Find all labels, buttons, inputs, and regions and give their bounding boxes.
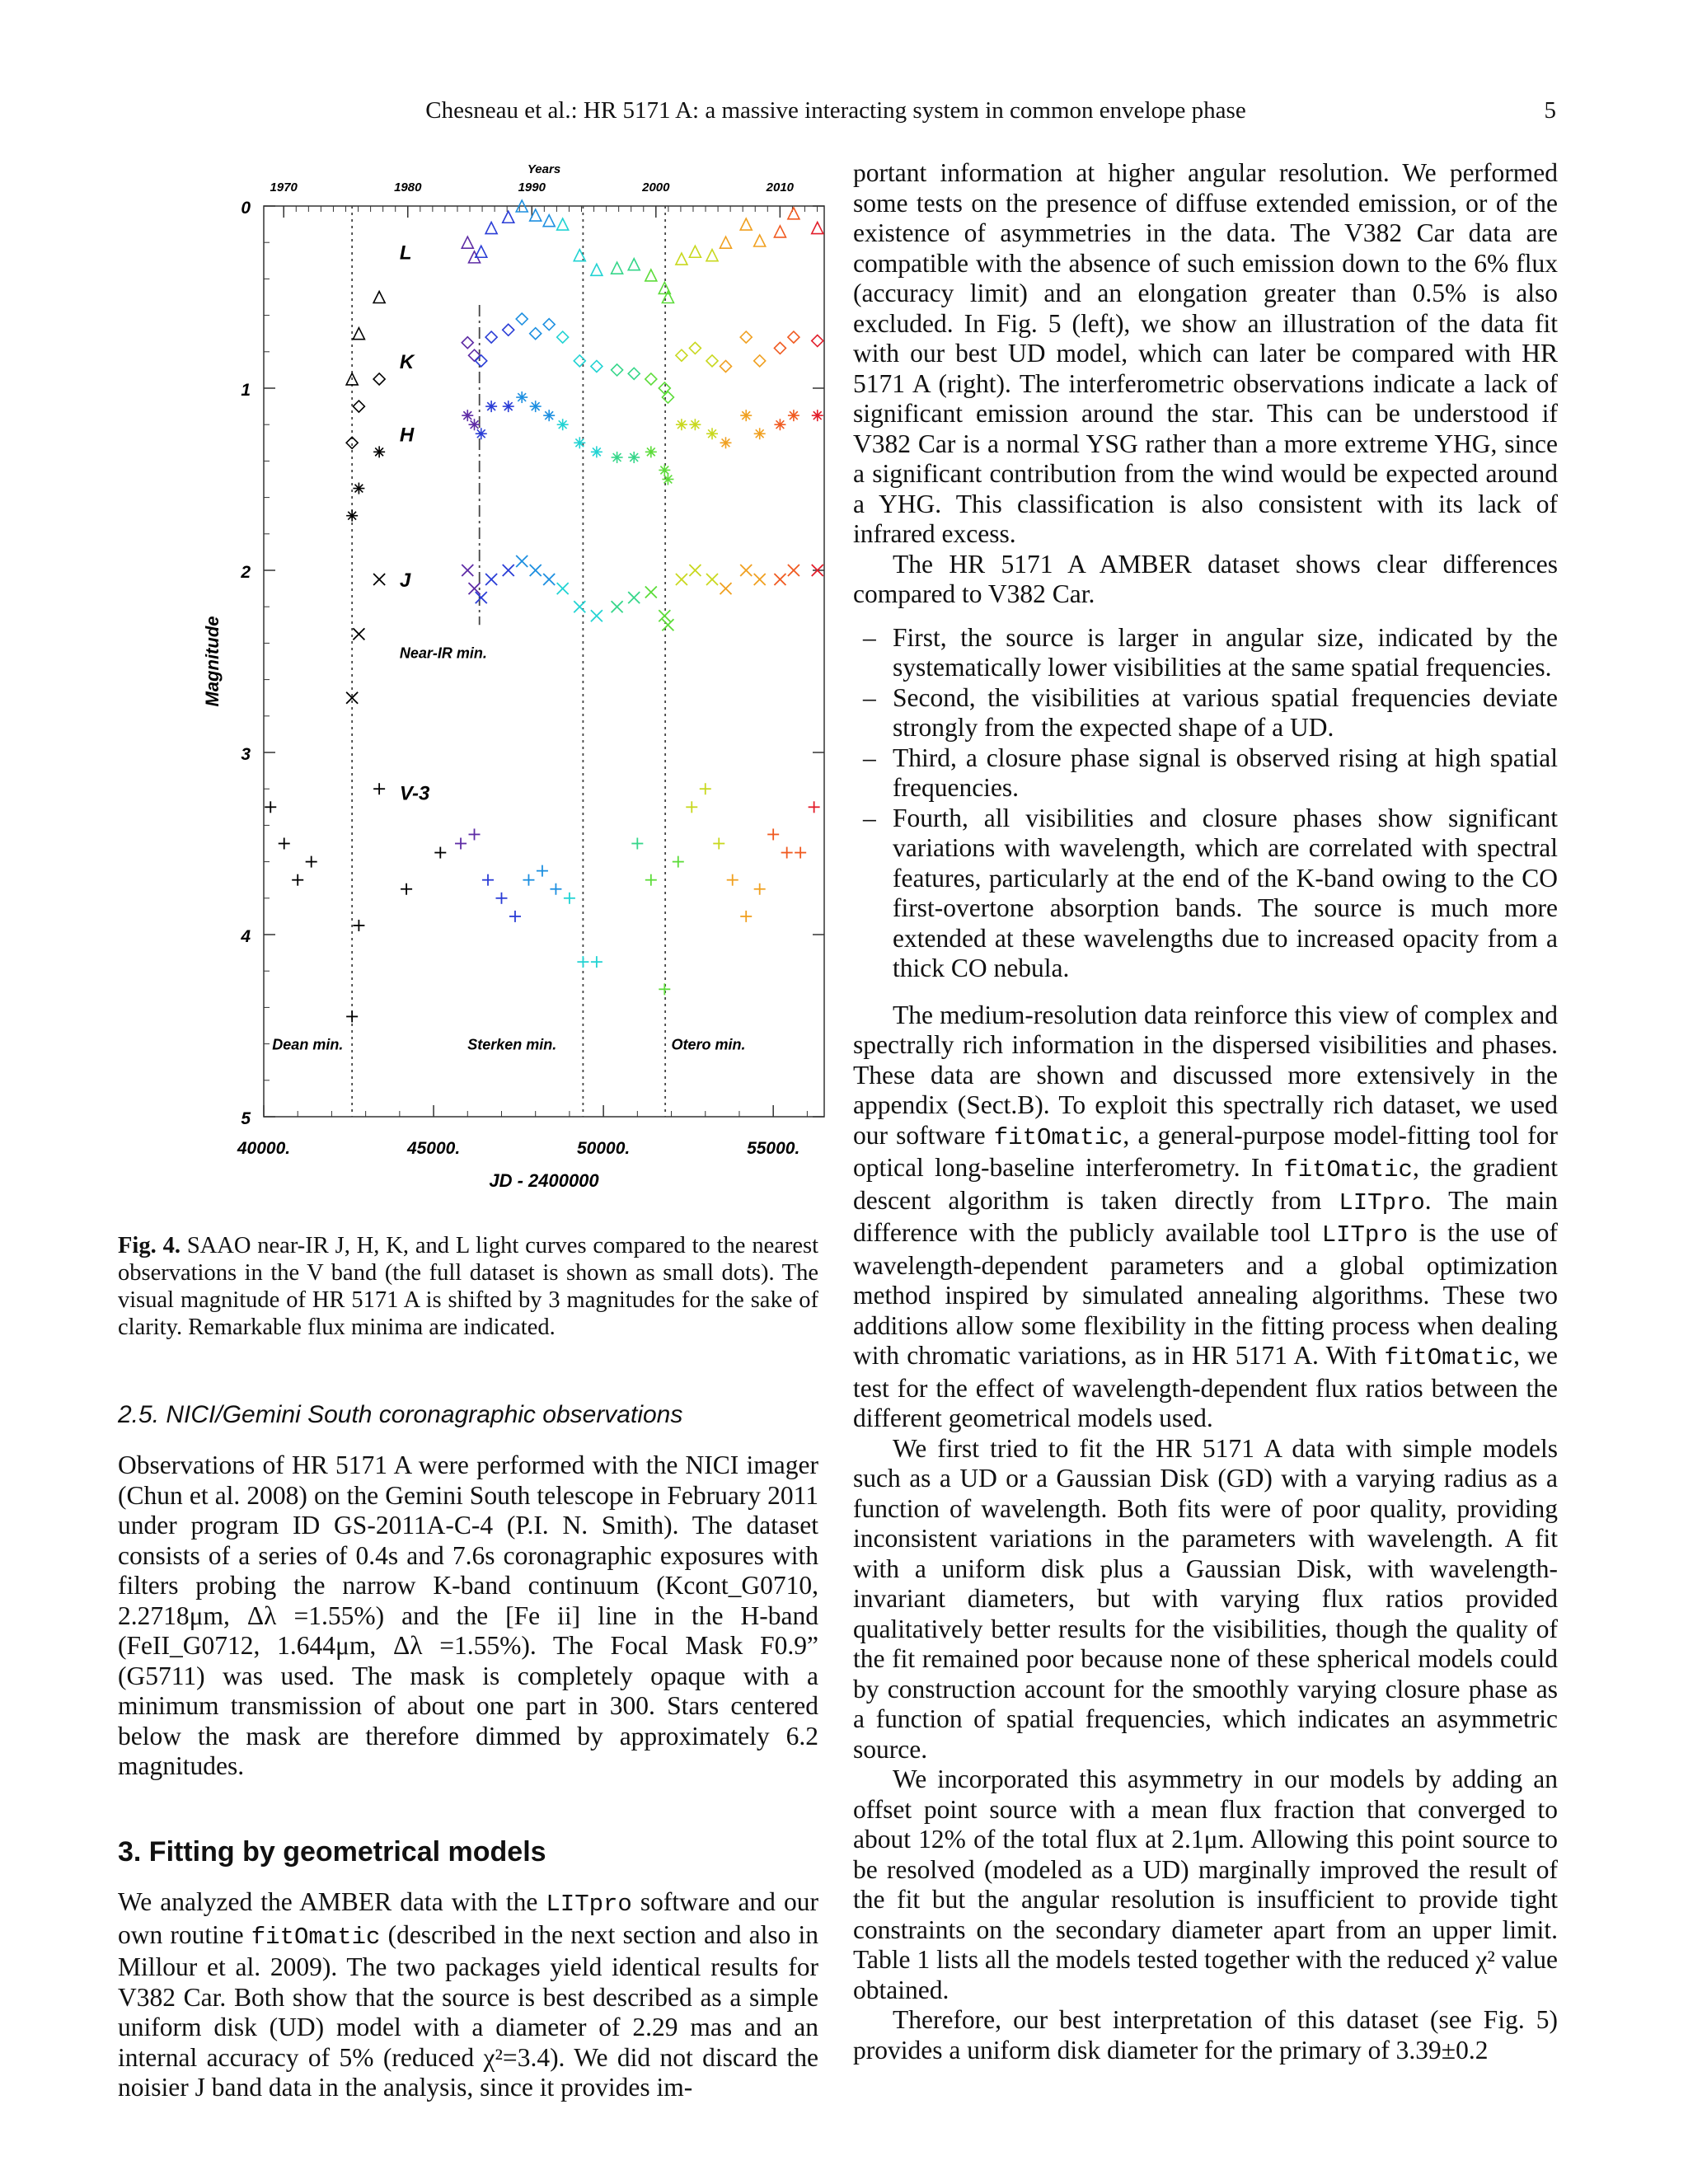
data-point	[612, 262, 623, 274]
right-paragraph-4: We first tried to fit the HR 5171 A data with simple models such as a UD or a Gaussian Disk (GD) with a varying radius as a function of wavelength. Both fits were of poor quality, providing inconsistent variations in the parameters with wavelength. A fit with a uniform disk plus a Gaussian Disk, with wavelength-invariant diameters, but with varying flux ratios provided qualitatively better results for the visibilities, though the quality of the fit remained poor because none of these spherical models could by construction account for the smoothly varying closure phase as a function of spatial frequencies, which indicates an asymmetric source.	[853, 1433, 1558, 1764]
data-point	[727, 874, 738, 886]
data-point	[557, 218, 569, 230]
code-litpro: LITpro	[546, 1891, 632, 1918]
fit-text-a: We analyzed the AMBER data with the	[118, 1887, 546, 1916]
data-point	[292, 874, 303, 886]
data-point	[543, 410, 555, 421]
data-point	[353, 401, 364, 412]
data-point	[774, 574, 785, 585]
data-point	[754, 883, 766, 895]
data-point	[720, 583, 731, 594]
data-point	[557, 419, 569, 430]
data-point	[462, 337, 473, 349]
y-tick-label: 5	[241, 1109, 251, 1128]
data-point	[591, 264, 603, 275]
series-label: L	[399, 241, 412, 265]
annotation-label: Near-IR min.	[399, 644, 487, 662]
data-point	[401, 883, 412, 895]
data-point	[788, 565, 799, 576]
data-point	[676, 574, 687, 585]
data-point	[353, 628, 364, 640]
data-point	[485, 574, 497, 585]
data-point	[591, 446, 603, 457]
data-point	[530, 401, 542, 412]
top-tick-label: 1980	[394, 180, 422, 194]
data-point	[740, 911, 752, 922]
data-point	[767, 828, 779, 840]
data-point	[659, 610, 670, 621]
code-fitomatic: fitOmatic	[251, 1923, 381, 1951]
data-point	[774, 226, 785, 237]
data-point	[673, 856, 684, 868]
nici-paragraph: Observations of HR 5171 A were performed with the NICI imager (Chun et al. 2008) on the Gemini South telescope in February 2011 under program ID GS-2011A-C-4 (P.I. N. Smith). The dataset consists of a series of 0.4s and 7.6s coronagraphic exposures with filters probing the narrow K-band continuum (Kcont_G0710, 2.2718μm, Δλ =1.55%) and the [Fe ii] line in the H-band (FeII_G0712, 1.644μm, Δλ =1.55%). The Focal Mask F0.9” (G5711) was used. The mask is completely opaque with a minimum transmission of about one part in 300. Stars centered below the mask are therefore dimmed by approximately 6.2 magnitudes.	[118, 1451, 818, 1780]
x-tick-label: 45000.	[406, 1139, 461, 1158]
data-point	[689, 565, 701, 576]
fitting-paragraph	[118, 1887, 818, 2103]
data-point	[689, 419, 701, 430]
data-point	[754, 428, 766, 439]
list-item: – Third, a closure phase signal is observed rising at high spatial frequencies.	[853, 743, 1558, 804]
data-point	[279, 838, 290, 850]
p3-text-f: , we test for the effect of wavelength-dependent flux ratios between the different geometrical models used.	[853, 1341, 1558, 1432]
data-point	[781, 847, 793, 859]
data-point	[516, 555, 528, 567]
data-point	[662, 292, 673, 303]
data-point	[537, 865, 548, 877]
data-point	[706, 250, 718, 261]
data-point	[455, 838, 467, 850]
data-point	[543, 574, 555, 585]
data-point	[557, 331, 569, 343]
data-point	[469, 583, 481, 594]
caption-text: SAAO near-IR J, H, K, and L light curves compared to the nearest observations in the V band (the full dataset is shown as small dots). The visual magnitude of HR 5171 A is shifted by 3 magnitudes for the sake of clarity. Remarkable flux minima are indicated.	[118, 1233, 819, 1340]
annotation-label: Otero min.	[671, 1036, 746, 1053]
p3-text-e: is the use of wavelength-dependent parameters and a global optimization method inspired by simulated annealing algorithms. These two additions allow some flexibility in the fitting process when dealing with chromatic variations, as in HR 5171 A. With	[853, 1218, 1558, 1370]
data-point	[306, 856, 317, 868]
data-point	[662, 619, 673, 630]
data-point	[720, 437, 731, 448]
running-title: Chesneau et al.: HR 5171 A: a massive interacting system in common envelope phase	[425, 97, 1246, 124]
data-point	[476, 592, 487, 603]
data-point	[689, 342, 701, 354]
list-item: – First, the source is larger in angular size, indicated by the systematically lower visibilities at the same spatial frequencies.	[853, 623, 1558, 683]
annotation-label: Sterken min.	[467, 1036, 557, 1053]
data-point	[591, 956, 603, 968]
data-point	[740, 410, 752, 421]
data-point	[812, 410, 823, 421]
top-tick-label: 2010	[766, 180, 795, 194]
data-point	[645, 269, 657, 281]
data-point	[740, 218, 752, 230]
data-point	[700, 783, 711, 794]
data-point	[788, 331, 799, 343]
data-point	[645, 446, 657, 457]
running-header	[115, 97, 1556, 124]
data-point	[706, 355, 718, 367]
data-point	[469, 349, 481, 361]
y-tick-label: 2	[241, 563, 251, 582]
data-point	[485, 401, 497, 412]
p3-text-c: , the gradient descent algorithm is taken directly from	[853, 1153, 1558, 1215]
data-point	[462, 410, 473, 421]
data-point	[503, 565, 514, 576]
data-point	[676, 253, 687, 265]
data-point	[353, 920, 364, 931]
right-paragraph-5: We incorporated this asymmetry in our models by adding an offset point source with a mean flux fraction that converged to about 12% of the total flux at 2.1μm. Allowing this point source to be resolved (modeled as a UD) marginally improved the result of the fit but the angular resolution is insufficient to provide tight constraints on the secondary diameter apart from an upper limit. Table 1 lists all the models tested together with the reduced χ² value obtained.	[853, 1765, 1558, 2004]
data-point	[434, 847, 446, 859]
x-tick-label: 55000.	[747, 1139, 800, 1158]
data-point	[774, 419, 785, 430]
data-point	[462, 237, 473, 248]
data-point	[645, 373, 657, 385]
caption-label: Fig. 4.	[118, 1233, 181, 1258]
data-point	[645, 874, 657, 886]
x-axis-label: JD - 2400000	[489, 1170, 599, 1191]
list-item: – Fourth, all visibilities and closure phases show significant variations with wavelength, which are correlated with spectral features, particularly at the end of the K-band owing to the CO first-overtone absorption bands. The source is much more extended at these wavelengths due to increased opacity from a thick CO nebula.	[853, 804, 1558, 984]
data-point	[612, 601, 623, 612]
data-point	[550, 883, 561, 895]
code-fitomatic: fitOmatic	[993, 1123, 1123, 1151]
data-point	[543, 319, 555, 330]
plot-frame	[264, 206, 824, 1117]
data-point	[612, 452, 623, 463]
series-label: J	[399, 569, 411, 593]
code-fitomatic: fitOmatic	[1384, 1344, 1514, 1371]
y-tick-label: 4	[241, 927, 251, 946]
section-2-5-title: 2.5. NICI/Gemini South coronagraphic observations	[118, 1401, 683, 1428]
page-number: 5	[1544, 97, 1556, 124]
data-point	[516, 313, 528, 325]
x-tick-label: 40000.	[237, 1139, 291, 1158]
data-point	[373, 783, 385, 794]
data-point	[720, 360, 731, 372]
y-axis-label: Magnitude	[202, 616, 223, 707]
data-point	[265, 801, 276, 813]
y-tick-label: 0	[241, 199, 251, 218]
data-point	[631, 838, 643, 850]
right-column	[853, 158, 1558, 2065]
light-curve-figure	[198, 161, 832, 1203]
code-fitomatic: fitOmatic	[1283, 1156, 1413, 1183]
data-point	[530, 328, 542, 340]
data-point	[574, 601, 585, 612]
annotation-label: Dean min.	[272, 1036, 344, 1053]
data-point	[809, 801, 820, 813]
data-point	[543, 215, 555, 227]
top-tick-label: 2000	[642, 180, 670, 194]
left-column	[118, 1451, 818, 1782]
p3-text-b: , a general-purpose model-fitting tool for optical long-baseline interferometry. In	[853, 1120, 1558, 1182]
data-point	[740, 331, 752, 343]
data-point	[628, 368, 640, 379]
data-point	[346, 510, 358, 522]
data-point	[373, 574, 385, 585]
data-point	[373, 373, 385, 385]
p3-text-d: . The main difference with the publicly available tool	[853, 1185, 1558, 1247]
data-point	[523, 874, 534, 886]
data-point	[659, 983, 670, 995]
data-point	[346, 1010, 358, 1022]
fit-text-c: (described in the next section and also in Millour et al. 2009). The two packages yield identical results for V382 Car. Both show that the source is best described as a simple uniform disk (UD) model with a diameter of 2.29 mas and an internal accuracy of 5% (reduced χ²=3.4). We did not discard the noisier J band data in the analysis, since it provides im-	[118, 1919, 818, 2102]
data-point	[485, 331, 497, 343]
y-tick-label: 1	[241, 381, 251, 400]
data-point	[706, 574, 718, 585]
data-point	[788, 410, 799, 421]
fit-text-b: software and our own routine	[118, 1887, 818, 1949]
data-point	[628, 452, 640, 463]
data-point	[812, 335, 823, 347]
differences-list	[853, 623, 1558, 984]
data-point	[353, 483, 364, 494]
data-point	[469, 419, 481, 430]
y-tick-label: 3	[241, 745, 251, 764]
data-point	[754, 574, 766, 585]
top-tick-label: 1990	[518, 180, 546, 194]
data-point	[516, 391, 528, 403]
data-point	[612, 364, 623, 376]
top-tick-label: 1970	[270, 180, 298, 194]
top-axis-label: Years	[527, 162, 561, 176]
data-point	[795, 847, 806, 859]
data-point	[740, 565, 752, 576]
data-point	[645, 587, 657, 598]
data-point	[503, 324, 514, 335]
figure-caption	[118, 1232, 818, 1341]
data-point	[469, 828, 481, 840]
data-point	[530, 565, 542, 576]
right-paragraph-3	[853, 1001, 1558, 1434]
data-point	[686, 801, 697, 813]
data-point	[774, 342, 785, 354]
data-point	[591, 610, 603, 621]
data-point	[564, 893, 575, 904]
data-point	[353, 328, 364, 340]
data-point	[676, 419, 687, 430]
data-point	[754, 235, 766, 246]
data-point	[485, 223, 497, 234]
data-point	[509, 911, 521, 922]
data-point	[503, 211, 514, 223]
data-point	[713, 838, 724, 850]
data-point	[557, 583, 569, 594]
data-point	[462, 565, 473, 576]
data-point	[706, 428, 718, 439]
series-label: H	[399, 424, 415, 447]
p3-text-a: The medium-resolution data reinforce this view of complex and spectrally rich information in the dispersed visibilities and phases. These data are shown and discussed more extensively in the appendix (Sect.B). To exploit this spectrally rich dataset, we used our software	[853, 1000, 1558, 1150]
data-point	[676, 349, 687, 361]
data-point	[577, 956, 588, 968]
right-paragraph-2: The HR 5171 A AMBER dataset shows clear differences compared to V382 Car.	[853, 549, 1558, 608]
data-point	[503, 401, 514, 412]
series-label: K	[399, 350, 415, 373]
data-point	[495, 893, 507, 904]
data-point	[628, 592, 640, 603]
code-litpro: LITpro	[1339, 1188, 1425, 1216]
data-point	[788, 208, 799, 219]
series-label: V-3	[399, 782, 430, 805]
data-point	[720, 237, 731, 248]
data-point	[373, 446, 385, 457]
right-paragraph-1: portant information at higher angular resolution. We performed some tests on the presence of diffuse extended emission, or of the existence of asymmetries in the data. The V382 Car data are compatible with the absence of such emission down to the 6% flux (accuracy limit) and an elongation greater than 0.5% is also excluded. In Fig. 5 (left), we show an illustration of the data fit with our best UD model, which can later be compared with HR 5171 A (right). The interferometric observations indicate a lack of significant emission around the star. This can be understood if V382 Car is a normal YSG rather than a more extreme YHG, since a significant contribution from the wind would be expected around a YHG. This classification is also consistent with its lack of infrared excess.	[853, 158, 1558, 548]
data-point	[754, 355, 766, 367]
data-point	[591, 360, 603, 372]
x-tick-label: 50000.	[577, 1139, 631, 1158]
right-paragraph-6: Therefore, our best interpretation of this dataset (see Fig. 5) provides a uniform disk diameter for the primary of 3.39±0.2	[853, 2005, 1558, 2064]
data-point	[689, 246, 701, 257]
data-point	[373, 292, 385, 303]
data-point	[482, 874, 494, 886]
data-point	[812, 223, 823, 234]
data-point	[628, 259, 640, 270]
list-item: – Second, the visibilities at various spatial frequencies deviate strongly from the expected shape of a UD.	[853, 683, 1558, 743]
section-3-title: 3. Fitting by geometrical models	[118, 1836, 546, 1868]
code-litpro: LITpro	[1321, 1221, 1409, 1249]
data-point	[476, 428, 487, 439]
data-point	[476, 355, 487, 367]
